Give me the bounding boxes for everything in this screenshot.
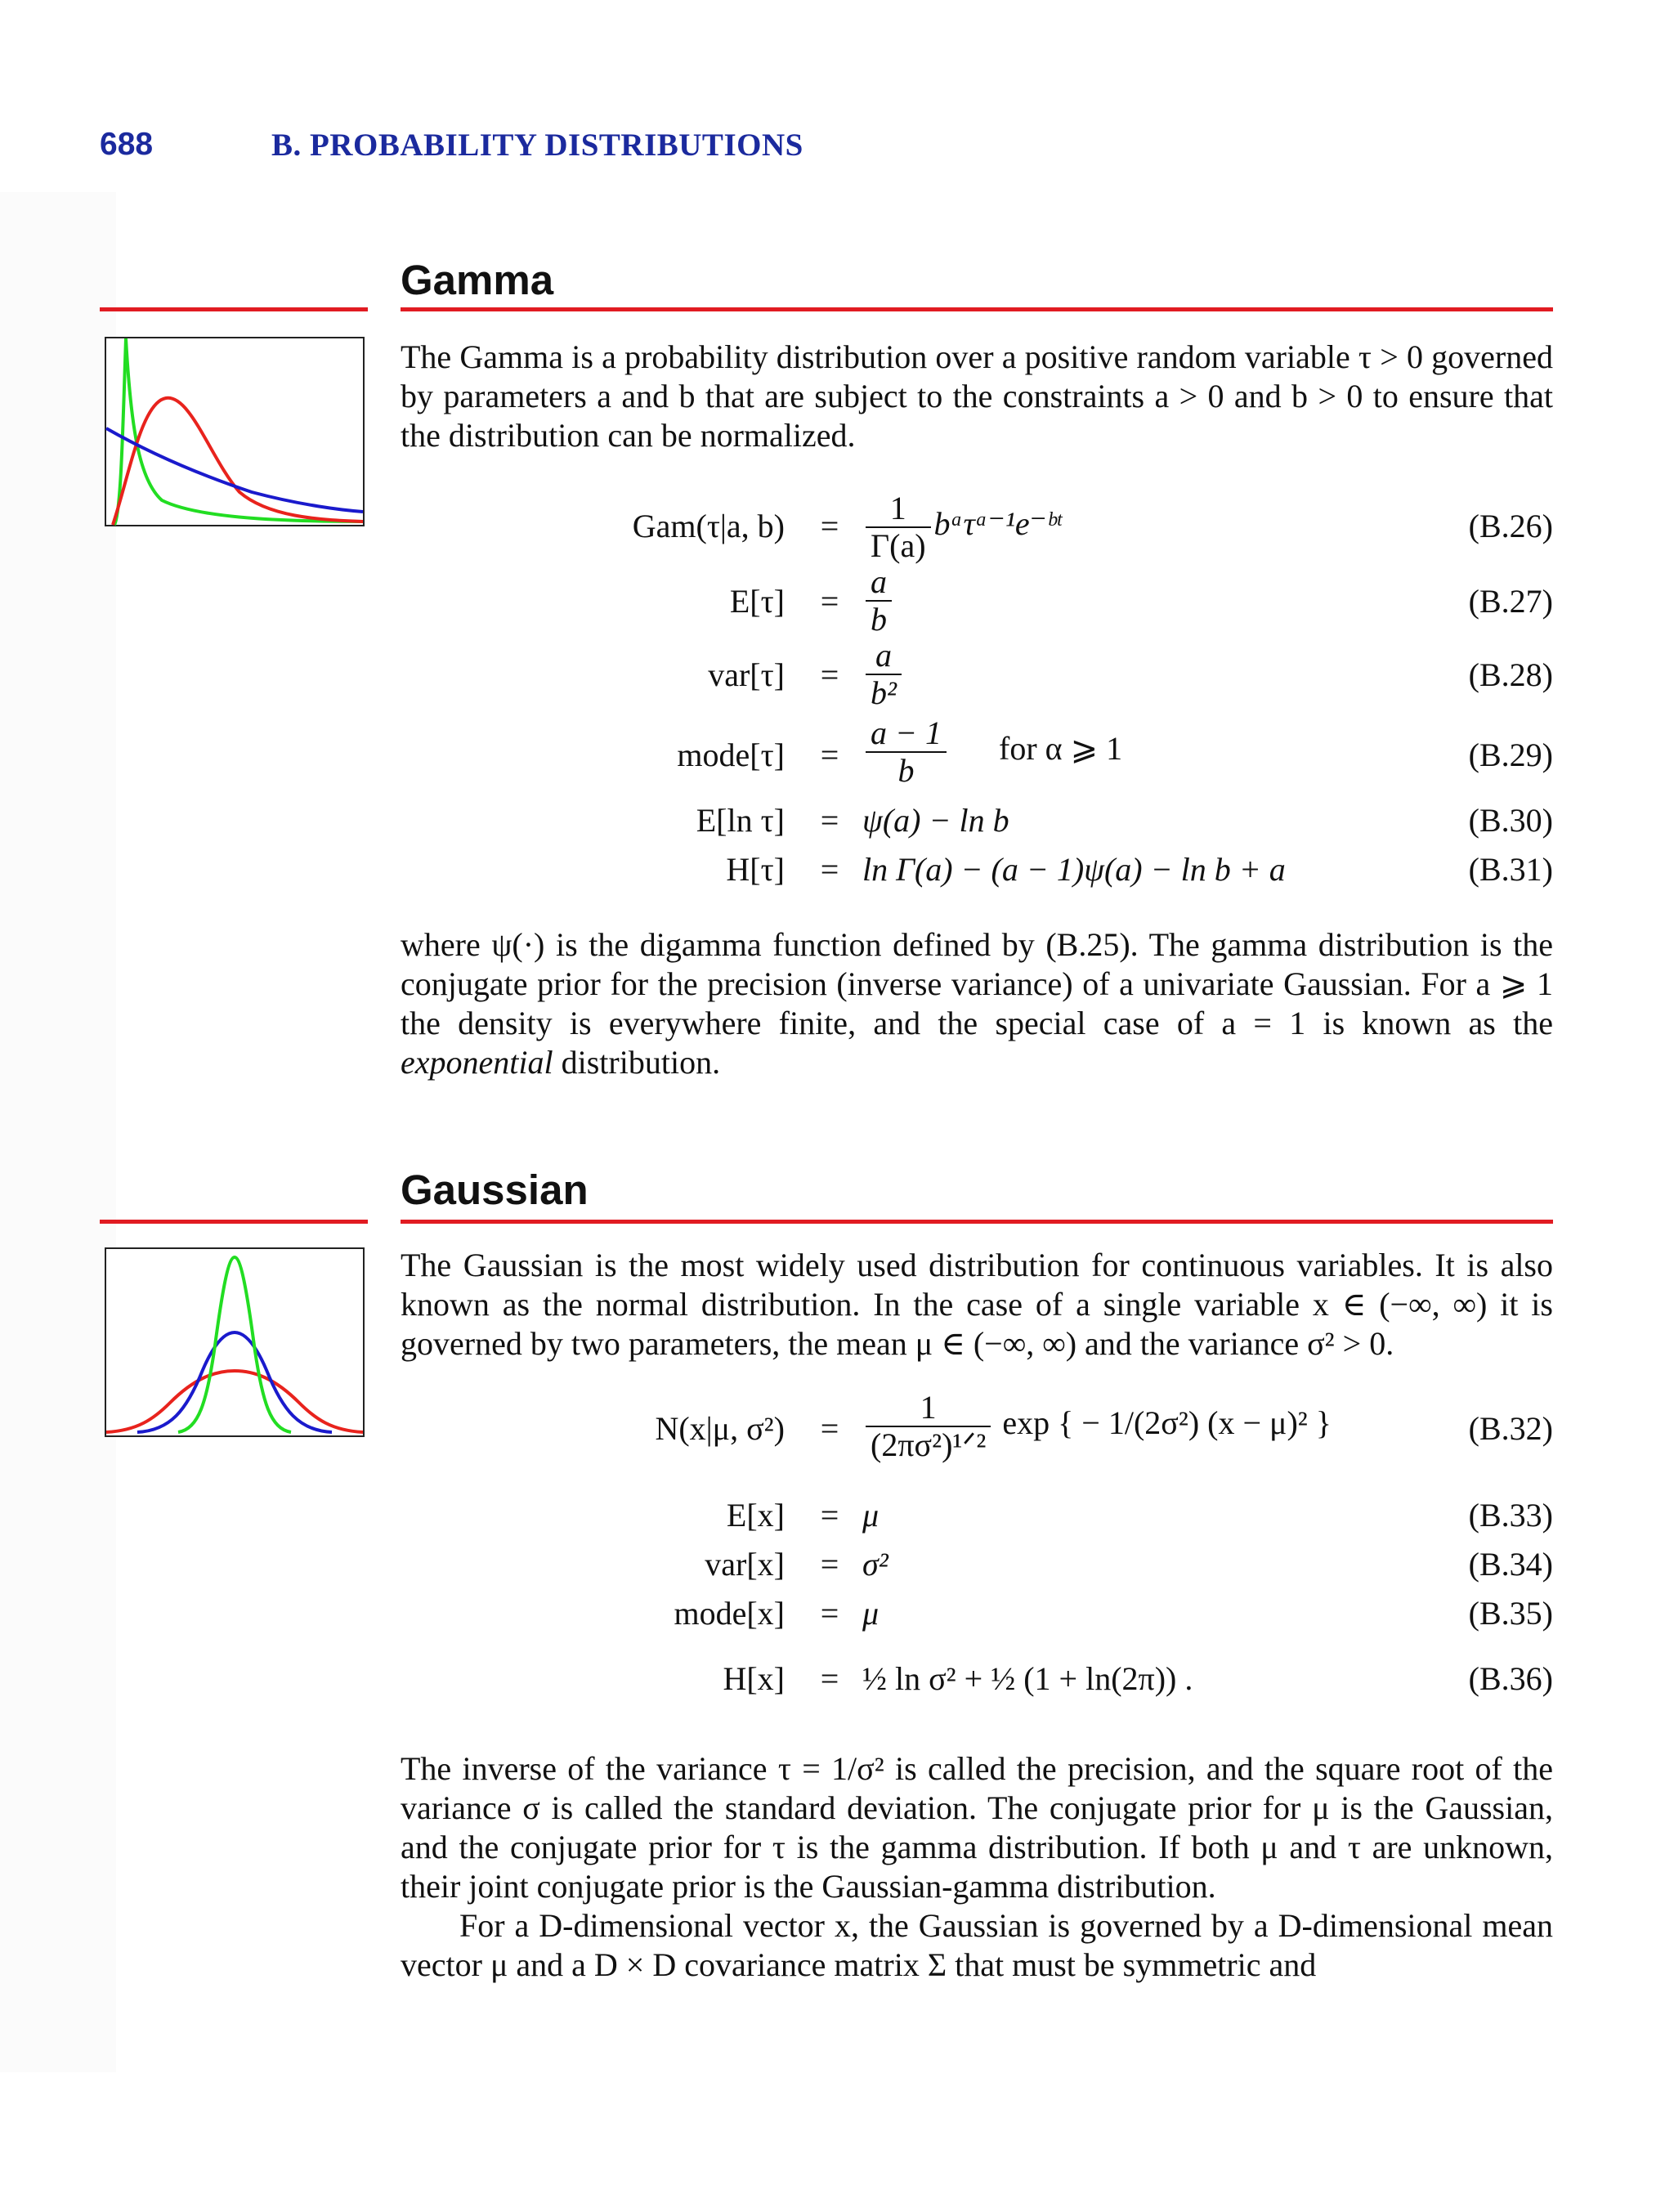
running-head: B. PROBABILITY DISTRIBUTIONS (271, 128, 803, 163)
page-header (100, 127, 1555, 176)
equation-tag: (B.30) (1468, 802, 1553, 839)
fraction-numerator: a (866, 638, 902, 675)
gamma-intro-paragraph (401, 338, 1553, 455)
equation-rhs: μ (862, 1595, 880, 1632)
equation-lhs: var[τ] (708, 656, 785, 693)
equation-tag: (B.33) (1468, 1497, 1553, 1534)
gamma-after-tail: distribution. (561, 1044, 721, 1081)
equation-row (401, 850, 1553, 899)
equation-rhs: ln Γ(a) − (a − 1)ψ(a) − ln b + a (862, 851, 1286, 888)
gaussian-section-title: Gaussian (401, 1166, 589, 1213)
page-number: 688 (100, 127, 154, 162)
fraction (866, 564, 892, 638)
equation-tail: bᵃτᵃ⁻¹e⁻ᵇᵗ (933, 505, 1062, 543)
equals-sign: = (820, 1660, 839, 1697)
margin-shade (0, 192, 116, 2072)
gamma-thumbnail-plot (105, 337, 365, 526)
fraction-numerator: 1 (866, 1390, 991, 1427)
equals-sign: = (820, 656, 839, 693)
fraction-numerator: a − 1 (866, 715, 947, 753)
gaussian-plot-frame (105, 1248, 364, 1436)
equation-lhs: E[x] (726, 1497, 785, 1534)
equation-tag: (B.26) (1468, 508, 1553, 544)
equation-rhs (862, 715, 1122, 789)
fraction (866, 715, 947, 789)
fraction (866, 1390, 991, 1463)
equation-row (401, 490, 1553, 564)
equation-lhs: var[x] (705, 1546, 785, 1583)
equation-tag: (B.28) (1468, 656, 1553, 693)
gaussian-after-text-1: The inverse of the variance τ = 1/σ² is called the precision, and the square root of the variance σ is called the standard deviation. The conjugate prior for μ is the Gaussian, and the conjugate prior for τ is the gamma distribution. If both μ and τ are unknown, their joint conjugate prior is the Gaussian-gamma distribution. (401, 1750, 1553, 1905)
equation-row (401, 1545, 1553, 1594)
equation-row (401, 1496, 1553, 1545)
equation-lhs: H[x] (723, 1660, 785, 1697)
equation-lhs: mode[τ] (677, 737, 785, 773)
gamma-rule-main (401, 307, 1553, 311)
equation-rhs: ψ(a) − ln b (862, 802, 1009, 839)
gaussian-intro-paragraph (401, 1246, 1553, 1363)
gamma-rule-left (100, 307, 368, 311)
gaussian-after-paragraph-1 (401, 1749, 1553, 1906)
gaussian-equations (401, 1390, 1553, 1749)
fraction-denominator: b (897, 752, 915, 789)
fraction-numerator: 1 (866, 490, 931, 528)
equals-sign: = (820, 851, 839, 888)
fraction-denominator: Γ(a) (871, 527, 926, 564)
equation-rhs (862, 490, 1061, 564)
equation-tag: (B.27) (1468, 583, 1553, 620)
gamma-section-title: Gamma (401, 257, 554, 303)
fraction-denominator: b (871, 601, 887, 638)
gamma-after-text: where ψ(·) is the digamma function defined by (B.25). The gamma distribution is the conjugate prior for the precision (inverse variance) of a univariate Gaussian. For a ⩾ 1 the density is everywhere finite, and the special case of a = 1 is known as the (401, 926, 1553, 1041)
equals-sign: = (820, 737, 839, 773)
equation-lhs: N(x|μ, σ²) (655, 1410, 785, 1447)
equation-row (401, 638, 1553, 711)
equation-condition: for α ⩾ 1 (999, 730, 1123, 768)
equation-tag: (B.31) (1468, 851, 1553, 888)
equation-rhs (862, 638, 905, 711)
gaussian-after-text-2: For a D-dimensional vector x, the Gaussian is governed by a D-dimensional mean vector μ and a D × D covariance matrix Σ that must be symmetric and (401, 1907, 1553, 1983)
fraction-numerator: a (866, 564, 892, 602)
equation-row (401, 801, 1553, 850)
equation-lhs: E[ln τ] (696, 802, 785, 839)
fraction-denominator: b² (871, 674, 897, 711)
equation-rhs (862, 564, 895, 638)
equation-rhs (862, 1390, 1332, 1463)
equation-rhs: σ² (862, 1546, 888, 1583)
gamma-after-emph: exponential (401, 1044, 553, 1081)
fraction (866, 490, 931, 564)
gamma-intro-text: The Gamma is a probability distribution over a positive random variable τ > 0 governed by parameters a and b that are subject to the constraints a > 0 and b > 0 to ensure that the distribution can be normalized. (401, 338, 1553, 454)
equation-tag: (B.36) (1468, 1660, 1553, 1697)
equals-sign: = (820, 802, 839, 839)
gaussian-after-paragraph-2 (401, 1906, 1553, 1985)
equation-lhs: E[τ] (729, 583, 785, 620)
gaussian-intro-text: The Gaussian is the most widely used distribution for continuous variables. It is also known as the normal distribution. In the case of a single variable x ∈ (−∞, ∞) it is governed by two parameters, the mean μ ∈ (−∞, ∞) and the variance σ² > 0. (401, 1247, 1553, 1362)
equals-sign: = (820, 1410, 839, 1447)
equation-row (401, 564, 1553, 638)
fraction (866, 638, 902, 711)
equation-rhs: ½ ln σ² + ½ (1 + ln(2π)) . (862, 1660, 1193, 1697)
equals-sign: = (820, 508, 839, 544)
equation-row (401, 715, 1553, 793)
equation-row (401, 1390, 1553, 1471)
equals-sign: = (820, 1595, 839, 1632)
equation-tag: (B.29) (1468, 737, 1553, 773)
gaussian-rule-main (401, 1220, 1553, 1224)
equation-tail: exp { − 1/(2σ²) (x − μ)² } (1002, 1404, 1332, 1442)
equals-sign: = (820, 1546, 839, 1583)
equation-lhs: mode[x] (674, 1595, 785, 1632)
gamma-plot-frame (105, 338, 364, 526)
fraction-denominator: (2πσ²)¹ᐟ² (871, 1426, 987, 1463)
gaussian-thumbnail-plot (105, 1247, 365, 1437)
equation-tag: (B.34) (1468, 1546, 1553, 1583)
equation-row (401, 1594, 1553, 1643)
equation-rhs: μ (862, 1497, 880, 1534)
equation-tag: (B.32) (1468, 1410, 1553, 1447)
equals-sign: = (820, 583, 839, 620)
equation-tag: (B.35) (1468, 1595, 1553, 1632)
equals-sign: = (820, 1497, 839, 1534)
equation-lhs: H[τ] (726, 851, 785, 888)
equation-row (401, 1659, 1553, 1708)
equation-lhs: Gam(τ|a, b) (632, 508, 785, 544)
gamma-equations (401, 474, 1553, 899)
gamma-after-paragraph (401, 925, 1553, 1082)
gaussian-rule-left (100, 1220, 368, 1224)
